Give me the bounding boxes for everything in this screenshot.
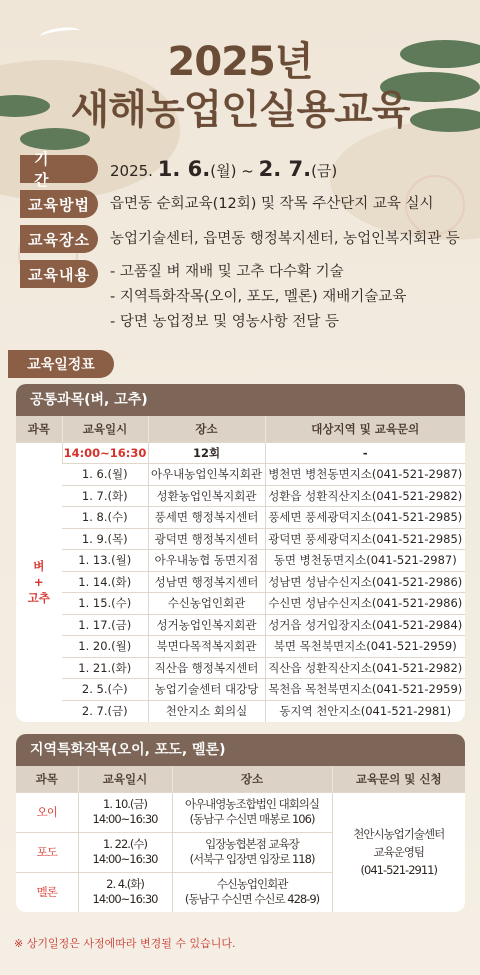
place-cell: 성거농업인복지회관 [148,614,265,636]
date-text: 2. 4.(화) [106,877,144,892]
date-cell: 2. 7.(금) [62,700,148,722]
contact-cell: - [265,442,465,464]
subject-cell: 멜론 [16,872,78,912]
subject-text: 벼 [33,559,45,573]
place-cell: 아우내농협 동면지점 [148,550,265,572]
date-cell: 1. 9.(목) [62,528,148,550]
contact-cell: 동지역 천안지소(041-521-2981) [265,700,465,722]
subject-cell: 포도 [16,832,78,872]
contact-cell: 직산읍 성환직산지소(041-521-2982) [265,657,465,679]
date-cell: 1. 14.(화) [62,571,148,593]
address-text: (동남구 수신면 수신로 428-9) [184,892,320,907]
place-cell: 성환농업인복지회관 [148,485,265,507]
date-text: 1. 10.(금) [103,797,147,811]
contact-cell: 북면 목천북면지소(041-521-2959) [265,636,465,658]
contact-cell: 동면 병천동면지소(041-521-2987) [265,550,465,572]
contact-cell: 병천면 병천동면지소(041-521-2987) [265,464,465,486]
method-value: 읍면동 순회교육(12회) 및 작목 주산단지 교육 실시 [110,196,434,212]
table-row [16,679,465,701]
contact-cell: 성거읍 성거입장지소(041-521-2984) [265,614,465,636]
table-row [16,571,465,593]
col-header: 교육일시 [62,416,148,442]
place-text: 수신농업인회관 [216,877,288,892]
address-text: (서북구 입장면 입장로 118) [189,852,315,866]
content-line: - 고품질 벼 재배 및 고추 다수확 기술 [110,264,344,280]
contact-cell [332,792,465,912]
table-row [16,485,465,507]
method-label: 교육방법 [20,190,98,218]
contact-text: 교육운영팀 [373,845,425,860]
content-value [110,260,406,335]
contact-text: (041-521-2911) [360,863,437,878]
period-label: 기 간 [20,155,98,183]
contact-cell: 성남면 성남수신지소(041-521-2986) [265,571,465,593]
address-text: (동남구 수신면 매봉로 106) [189,812,315,826]
time-text: 14:00~16:30 [92,812,158,826]
date-cell: 1. 6.(월) [62,464,148,486]
date-cell: 14:00~16:30 [62,442,148,464]
place-cell: 12회 [148,442,265,464]
page-title: 새해농업인실용교육 [70,87,410,133]
table-row [16,636,465,658]
footnote: ※ 상기일정은 사정에따라 변경될 수 있습니다. [14,937,236,950]
info-content [20,260,406,335]
date-cell [78,792,172,832]
col-header: 교육일시 [78,766,172,792]
place-text: 입장농협본점 교육장 [205,837,299,851]
info-period [20,150,338,189]
subject-cell [16,442,62,722]
content-label: 교육내용 [20,260,98,288]
contact-cell: 성환읍 성환직산지소(041-521-2982) [265,485,465,507]
table-row [16,614,465,636]
period-value: 2025. 1. 6.(월) ~ 2. 7.(금) [110,157,338,181]
table-row [16,528,465,550]
place-cell: 광덕면 행정복지센터 [148,528,265,550]
col-header: 장소 [148,416,265,442]
table-row [16,593,465,615]
date-cell: 1. 21.(화) [62,657,148,679]
subject-text: + [33,575,44,589]
place-cell: 농업기술센터 대강당 [148,679,265,701]
info-method [20,190,434,218]
place-cell [172,872,332,912]
place-cell: 성남면 행정복지센터 [148,571,265,593]
table-row [16,657,465,679]
table-row [16,464,465,486]
common-table [16,416,465,722]
place-label: 교육장소 [20,225,98,253]
special-schedule-box [16,734,465,912]
date-text: 1. 22.(수) [103,837,147,851]
common-schedule-box [16,384,465,722]
subject-cell: 오이 [16,792,78,832]
date-cell: 1. 20.(월) [62,636,148,658]
date-cell: 1. 15.(수) [62,593,148,615]
table-row [16,700,465,722]
col-header: 과목 [16,766,78,792]
info-place [20,225,460,253]
time-text: 14:00~16:30 [92,892,158,907]
place-cell [172,792,332,832]
place-value: 농업기술센터, 읍면동 행정복지센터, 농업인복지회관 등 [110,231,460,247]
content-line: - 지역특화작목(오이, 포도, 멜론) 재배기술교육 [110,289,407,305]
date-cell: 1. 13.(월) [62,550,148,572]
place-text: 아우내영농조합법인 대회의실 [184,797,320,811]
table-row [16,792,465,832]
special-table [16,766,465,912]
time-text: 14:00~16:30 [92,852,158,866]
col-header: 대상지역 및 교육문의 [265,416,465,442]
contact-text: 천안시농업기술센터 [353,827,445,842]
place-cell [172,832,332,872]
place-cell: 풍세면 행정복지센터 [148,507,265,529]
subject-text: 고추 [27,591,50,605]
date-cell: 2. 5.(수) [62,679,148,701]
date-cell: 1. 8.(수) [62,507,148,529]
place-cell: 수신농업인회관 [148,593,265,615]
col-header: 장소 [172,766,332,792]
place-cell: 직산읍 행정복지센터 [148,657,265,679]
table-row [16,507,465,529]
place-cell: 북면다목적복지회관 [148,636,265,658]
table-row [16,442,465,464]
content-line: - 당면 농업정보 및 영농사항 전달 등 [110,314,339,330]
table-row [16,550,465,572]
place-cell: 아우내농업인복지회관 [148,464,265,486]
date-cell [78,832,172,872]
col-header: 과목 [16,416,62,442]
col-header: 교육문의 및 신청 [332,766,465,792]
contact-cell: 목천읍 목천북면지소(041-521-2959) [265,679,465,701]
schedule-tag: 교육일정표 [8,350,114,378]
title-year: 2025년 [167,39,313,85]
contact-cell: 광덕면 풍세광덕지소(041-521-2985) [265,528,465,550]
contact-cell: 수신면 성남수신지소(041-521-2986) [265,593,465,615]
place-cell: 천안지소 회의실 [148,700,265,722]
common-heading: 공통과목(벼, 고추) [16,384,465,416]
contact-cell: 풍세면 풍세광덕지소(041-521-2985) [265,507,465,529]
special-heading: 지역특화작목(오이, 포도, 멜론) [16,734,465,766]
date-cell: 1. 7.(화) [62,485,148,507]
date-cell [78,872,172,912]
date-cell: 1. 17.(금) [62,614,148,636]
